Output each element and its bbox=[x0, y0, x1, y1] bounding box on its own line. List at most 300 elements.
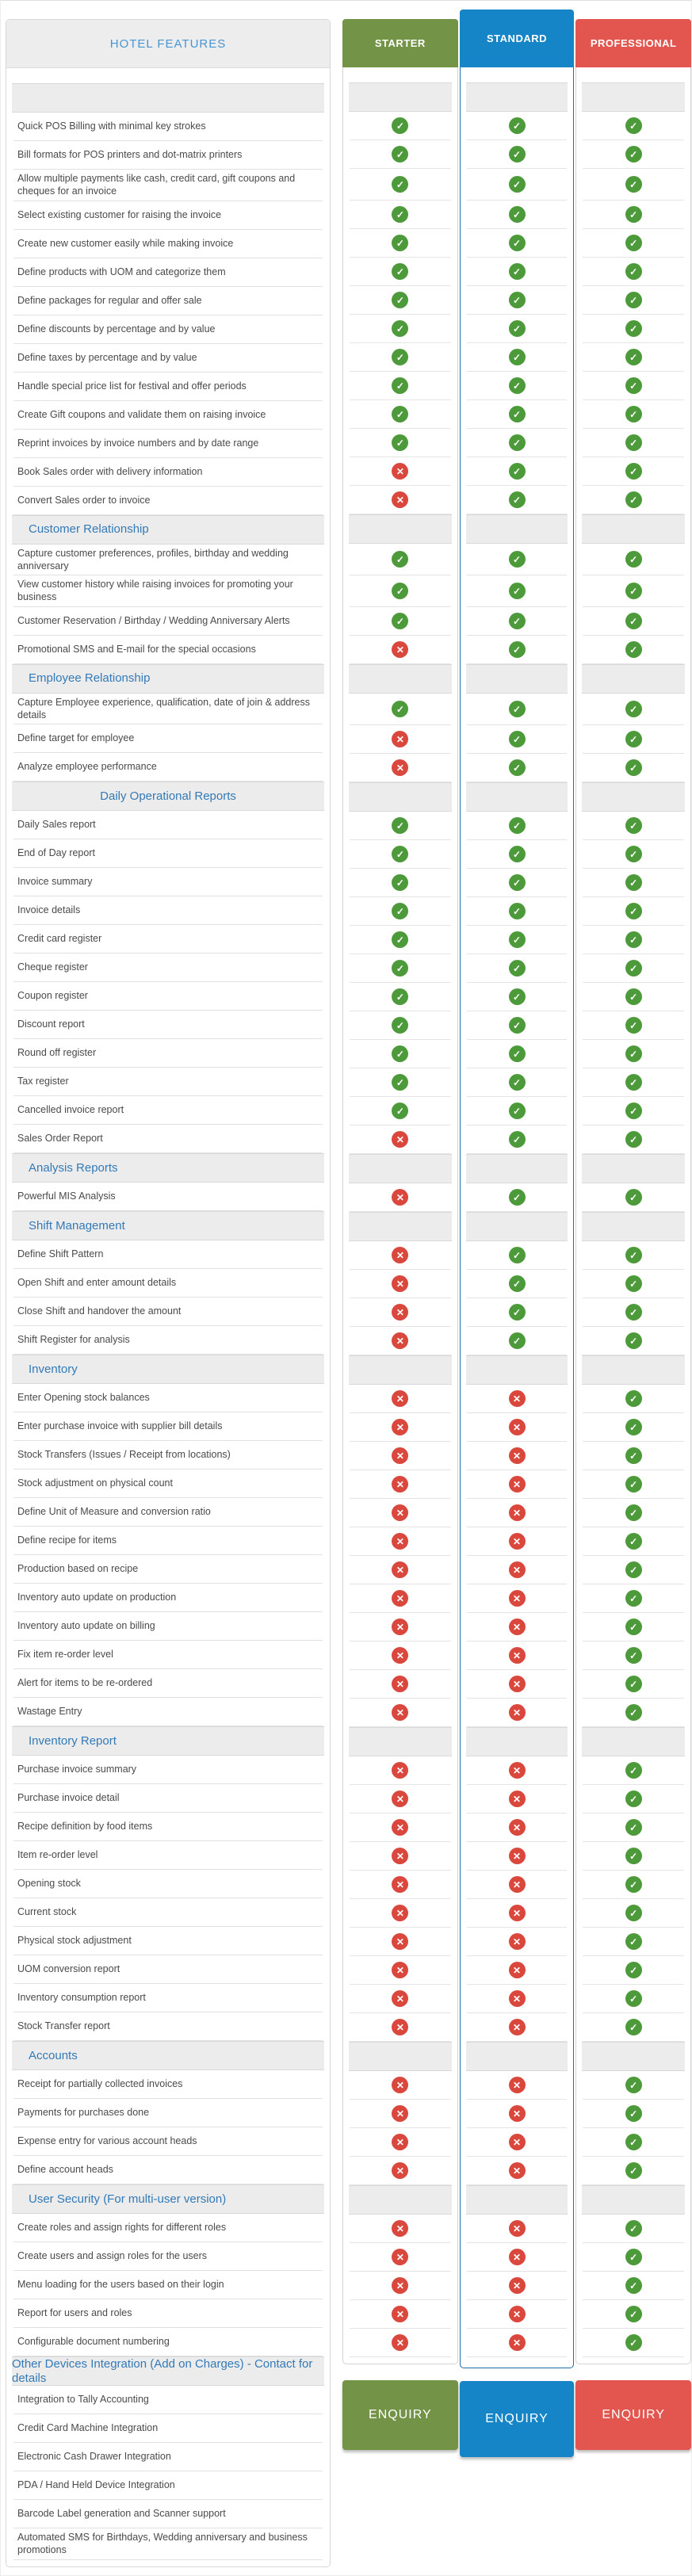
mark-row bbox=[350, 1785, 451, 1814]
mark-row bbox=[583, 897, 684, 926]
check-icon: ✓ bbox=[509, 641, 526, 658]
cross-icon: ✕ bbox=[392, 1332, 408, 1349]
tab-starter[interactable]: STARTER bbox=[342, 19, 458, 67]
feature-label-row: Purchase invoice detail bbox=[13, 1784, 323, 1813]
cross-icon: ✕ bbox=[509, 1933, 526, 1950]
feature-label-row: Opening stock bbox=[13, 1870, 323, 1898]
cross-icon: ✕ bbox=[509, 2162, 526, 2179]
mark-row bbox=[467, 1613, 568, 1642]
mark-row bbox=[350, 1613, 451, 1642]
check-icon: ✓ bbox=[625, 1419, 642, 1435]
mark-row bbox=[467, 1584, 568, 1613]
feature-label-row: Define taxes by percentage and by value bbox=[13, 344, 323, 373]
cross-icon: ✕ bbox=[509, 1533, 526, 1550]
spacer-band bbox=[349, 1212, 452, 1241]
mark-row bbox=[350, 1011, 451, 1040]
mark-row bbox=[350, 1499, 451, 1527]
enquiry-button-professional[interactable]: ENQUIRY bbox=[575, 2380, 691, 2450]
feature-label-row: View customer history while raising invoices for promoting your business bbox=[13, 575, 323, 607]
spacer-band bbox=[466, 2042, 568, 2071]
mark-row bbox=[467, 400, 568, 429]
cross-icon: ✕ bbox=[392, 2249, 408, 2265]
check-icon: ✓ bbox=[625, 146, 642, 162]
check-icon: ✓ bbox=[509, 117, 526, 134]
mark-row bbox=[350, 954, 451, 983]
cross-icon: ✕ bbox=[392, 1676, 408, 1692]
mark-row bbox=[350, 2157, 451, 2185]
check-icon: ✓ bbox=[625, 2220, 642, 2237]
mark-row bbox=[467, 1842, 568, 1871]
mark-row bbox=[467, 840, 568, 869]
cross-icon: ✕ bbox=[509, 2334, 526, 2351]
mark-row bbox=[467, 1956, 568, 1985]
spacer-band bbox=[349, 1154, 452, 1183]
plan-column-starter bbox=[342, 19, 458, 2450]
spacer-band bbox=[582, 2185, 685, 2215]
feature-label-row: Invoice details bbox=[13, 896, 323, 925]
check-icon: ✓ bbox=[509, 903, 526, 919]
feature-label-row: Convert Sales order to invoice bbox=[13, 487, 323, 515]
check-icon: ✓ bbox=[625, 1390, 642, 1407]
mark-row bbox=[467, 2272, 568, 2300]
mark-row bbox=[467, 926, 568, 954]
spacer-band bbox=[466, 1154, 568, 1183]
cross-icon: ✕ bbox=[509, 2306, 526, 2322]
mark-row bbox=[467, 983, 568, 1011]
check-icon: ✓ bbox=[509, 377, 526, 394]
check-icon: ✓ bbox=[625, 641, 642, 658]
mark-row bbox=[583, 486, 684, 514]
check-icon: ✓ bbox=[625, 1791, 642, 1807]
section-header: Employee Relationship bbox=[12, 664, 324, 694]
check-icon: ✓ bbox=[509, 434, 526, 451]
mark-row bbox=[350, 1413, 451, 1442]
check-icon: ✓ bbox=[509, 931, 526, 948]
cross-icon: ✕ bbox=[392, 1762, 408, 1779]
tab-professional[interactable]: PROFESSIONAL bbox=[575, 19, 691, 67]
spacer-band bbox=[349, 664, 452, 694]
feature-label-row: Barcode Label generation and Scanner support bbox=[13, 2500, 323, 2528]
feature-label-row: Production based on recipe bbox=[13, 1555, 323, 1584]
spacer-band bbox=[466, 2185, 568, 2215]
mark-row bbox=[583, 2157, 684, 2185]
mark-row bbox=[583, 1899, 684, 1928]
mark-row bbox=[467, 2128, 568, 2157]
feature-label-row: Enter purchase invoice with supplier bill details bbox=[13, 1412, 323, 1441]
mark-row bbox=[583, 2013, 684, 2042]
mark-row bbox=[583, 2128, 684, 2157]
check-icon: ✓ bbox=[392, 434, 408, 451]
check-icon: ✓ bbox=[392, 960, 408, 977]
feature-label-row: Sales Order Report bbox=[13, 1125, 323, 1153]
section-header: Shift Management bbox=[12, 1211, 324, 1240]
feature-label-row: Stock Transfer report bbox=[13, 2012, 323, 2041]
feature-label-row: Handle special price list for festival and offer periods bbox=[13, 373, 323, 401]
feature-label-row: Shift Register for analysis bbox=[13, 1326, 323, 1355]
check-icon: ✓ bbox=[509, 463, 526, 480]
mark-row bbox=[467, 1899, 568, 1928]
spacer-band bbox=[466, 514, 568, 544]
cross-icon: ✕ bbox=[392, 1619, 408, 1635]
mark-row bbox=[350, 1756, 451, 1785]
mark-row bbox=[583, 286, 684, 315]
mark-row bbox=[467, 1183, 568, 1212]
cross-icon: ✕ bbox=[392, 2220, 408, 2237]
feature-label-row: Inventory auto update on billing bbox=[13, 1612, 323, 1641]
mark-row bbox=[467, 1527, 568, 1556]
feature-label-row: Alert for items to be re-ordered bbox=[13, 1669, 323, 1698]
mark-row bbox=[583, 1756, 684, 1785]
cross-icon: ✕ bbox=[509, 1676, 526, 1692]
mark-row bbox=[467, 1814, 568, 1842]
feature-label-row: Report for users and roles bbox=[13, 2299, 323, 2328]
mark-row bbox=[467, 1985, 568, 2013]
mark-row bbox=[583, 2071, 684, 2100]
cross-icon: ✕ bbox=[392, 1876, 408, 1893]
mark-row bbox=[583, 1556, 684, 1584]
spacer-band bbox=[12, 83, 324, 113]
check-icon: ✓ bbox=[625, 1017, 642, 1034]
mark-row bbox=[583, 1470, 684, 1499]
spacer-band bbox=[466, 782, 568, 812]
check-icon: ✓ bbox=[625, 846, 642, 862]
mark-row bbox=[583, 1699, 684, 1727]
cross-icon: ✕ bbox=[509, 1447, 526, 1464]
mark-row bbox=[350, 1985, 451, 2013]
check-icon: ✓ bbox=[509, 1017, 526, 1034]
mark-row bbox=[583, 1011, 684, 1040]
mark-row bbox=[583, 1499, 684, 1527]
check-icon: ✓ bbox=[625, 1762, 642, 1779]
check-icon: ✓ bbox=[509, 988, 526, 1005]
mark-row bbox=[350, 725, 451, 754]
mark-row bbox=[467, 2013, 568, 2042]
mark-row bbox=[350, 2128, 451, 2157]
check-icon: ✓ bbox=[509, 817, 526, 834]
mark-row bbox=[467, 1871, 568, 1899]
check-icon: ✓ bbox=[625, 1074, 642, 1091]
check-icon: ✓ bbox=[625, 406, 642, 422]
feature-label-row: Enter Opening stock balances bbox=[13, 1384, 323, 1412]
mark-row bbox=[583, 1241, 684, 1270]
check-icon: ✓ bbox=[625, 377, 642, 394]
mark-row bbox=[467, 258, 568, 286]
cross-icon: ✕ bbox=[392, 1390, 408, 1407]
mark-row bbox=[467, 1670, 568, 1699]
check-icon: ✓ bbox=[392, 846, 408, 862]
cross-icon: ✕ bbox=[509, 1619, 526, 1635]
mark-row bbox=[583, 169, 684, 201]
mark-row bbox=[350, 812, 451, 840]
check-icon: ✓ bbox=[625, 2334, 642, 2351]
mark-row bbox=[467, 1385, 568, 1413]
mark-row bbox=[350, 457, 451, 486]
check-icon: ✓ bbox=[625, 117, 642, 134]
check-icon: ✓ bbox=[509, 320, 526, 337]
feature-label-row: Define Shift Pattern bbox=[13, 1240, 323, 1269]
cross-icon: ✕ bbox=[392, 1504, 408, 1521]
check-icon: ✓ bbox=[625, 2306, 642, 2322]
check-icon: ✓ bbox=[625, 1447, 642, 1464]
feature-label-row: Tax register bbox=[13, 1068, 323, 1096]
mark-row bbox=[350, 429, 451, 457]
feature-label-row: Recipe definition by food items bbox=[13, 1813, 323, 1841]
mark-row bbox=[350, 2215, 451, 2243]
mark-row bbox=[467, 286, 568, 315]
cross-icon: ✕ bbox=[392, 1647, 408, 1664]
cross-icon: ✕ bbox=[392, 641, 408, 658]
mark-row bbox=[467, 343, 568, 372]
tab-standard[interactable]: STANDARD bbox=[460, 10, 575, 67]
mark-row bbox=[350, 1241, 451, 1270]
feature-label-row: Promotional SMS and E-mail for the special occasions bbox=[13, 636, 323, 664]
plan-body-standard bbox=[461, 67, 574, 2368]
check-icon: ✓ bbox=[509, 235, 526, 251]
check-icon: ✓ bbox=[509, 960, 526, 977]
cross-icon: ✕ bbox=[392, 2077, 408, 2093]
mark-row bbox=[467, 1040, 568, 1068]
feature-label-row: PDA / Hand Held Device Integration bbox=[13, 2471, 323, 2500]
mark-row bbox=[583, 607, 684, 636]
check-icon: ✓ bbox=[625, 1933, 642, 1950]
mark-row bbox=[583, 1270, 684, 1298]
check-icon: ✓ bbox=[509, 176, 526, 193]
mark-row bbox=[467, 229, 568, 258]
mark-row bbox=[583, 1642, 684, 1670]
mark-row bbox=[467, 954, 568, 983]
plan-column-professional bbox=[575, 19, 691, 2450]
mark-row bbox=[350, 1699, 451, 1727]
mark-row bbox=[350, 1470, 451, 1499]
feature-label-row: Allow multiple payments like cash, credit card, gift coupons and cheques for an invoice bbox=[13, 170, 323, 201]
features-card bbox=[6, 19, 331, 2567]
cross-icon: ✕ bbox=[392, 2162, 408, 2179]
check-icon: ✓ bbox=[625, 1045, 642, 1062]
check-icon: ✓ bbox=[625, 1189, 642, 1206]
feature-label-row: Electronic Cash Drawer Integration bbox=[13, 2443, 323, 2471]
check-icon: ✓ bbox=[625, 1676, 642, 1692]
mark-row bbox=[583, 812, 684, 840]
cross-icon: ✕ bbox=[509, 1590, 526, 1607]
plan-card-professional bbox=[575, 19, 691, 2364]
cross-icon: ✕ bbox=[392, 2019, 408, 2035]
mark-row bbox=[467, 897, 568, 926]
feature-label-row: Define recipe for items bbox=[13, 1527, 323, 1555]
mark-row bbox=[350, 607, 451, 636]
check-icon: ✓ bbox=[392, 613, 408, 629]
mark-row bbox=[350, 1527, 451, 1556]
cross-icon: ✕ bbox=[392, 1419, 408, 1435]
feature-label-row: Coupon register bbox=[13, 982, 323, 1011]
mark-row bbox=[350, 1899, 451, 1928]
mark-row bbox=[467, 2071, 568, 2100]
cross-icon: ✕ bbox=[509, 1561, 526, 1578]
mark-row bbox=[350, 486, 451, 514]
mark-row bbox=[583, 1785, 684, 1814]
check-icon: ✓ bbox=[625, 583, 642, 599]
spacer-band bbox=[582, 664, 685, 694]
feature-label-row: Bill formats for POS printers and dot-matrix printers bbox=[13, 141, 323, 170]
check-icon: ✓ bbox=[625, 1962, 642, 1978]
mark-row bbox=[583, 1068, 684, 1097]
check-icon: ✓ bbox=[625, 2277, 642, 2294]
mark-row bbox=[467, 544, 568, 575]
check-icon: ✓ bbox=[625, 349, 642, 365]
check-icon: ✓ bbox=[625, 2162, 642, 2179]
check-icon: ✓ bbox=[392, 176, 408, 193]
feature-label-row: Cancelled invoice report bbox=[13, 1096, 323, 1125]
feature-label-row: Define products with UOM and categorize them bbox=[13, 258, 323, 287]
section-header: Daily Operational Reports bbox=[12, 782, 324, 811]
enquiry-button-standard[interactable]: ENQUIRY bbox=[460, 2381, 575, 2457]
check-icon: ✓ bbox=[392, 377, 408, 394]
mark-row bbox=[350, 926, 451, 954]
cross-icon: ✕ bbox=[392, 2277, 408, 2294]
enquiry-button-starter[interactable]: ENQUIRY bbox=[342, 2380, 458, 2450]
cross-icon: ✕ bbox=[509, 1647, 526, 1664]
mark-row bbox=[350, 1442, 451, 1470]
mark-row bbox=[467, 1011, 568, 1040]
mark-row bbox=[350, 840, 451, 869]
check-icon: ✓ bbox=[509, 292, 526, 308]
check-icon: ✓ bbox=[625, 235, 642, 251]
mark-row bbox=[350, 897, 451, 926]
mark-row bbox=[583, 1814, 684, 1842]
mark-row bbox=[583, 1097, 684, 1126]
cross-icon: ✕ bbox=[392, 1819, 408, 1836]
check-icon: ✓ bbox=[625, 1848, 642, 1864]
mark-row bbox=[350, 1584, 451, 1613]
spacer-band bbox=[582, 1355, 685, 1385]
mark-row bbox=[583, 636, 684, 664]
check-icon: ✓ bbox=[625, 2134, 642, 2150]
section-header: Inventory Report bbox=[12, 1726, 324, 1756]
check-icon: ✓ bbox=[509, 263, 526, 280]
check-icon: ✓ bbox=[392, 701, 408, 717]
mark-row bbox=[467, 1785, 568, 1814]
cross-icon: ✕ bbox=[392, 1131, 408, 1148]
check-icon: ✓ bbox=[625, 931, 642, 948]
check-icon: ✓ bbox=[625, 2105, 642, 2122]
cross-icon: ✕ bbox=[392, 2134, 408, 2150]
mark-row bbox=[350, 754, 451, 782]
check-icon: ✓ bbox=[392, 235, 408, 251]
feature-label-row: Define account heads bbox=[13, 2156, 323, 2184]
check-icon: ✓ bbox=[392, 1103, 408, 1119]
check-icon: ✓ bbox=[625, 759, 642, 776]
cross-icon: ✕ bbox=[509, 1791, 526, 1807]
feature-label-row: Stock Transfers (Issues / Receipt from locations) bbox=[13, 1441, 323, 1470]
feature-label-row: Reprint invoices by invoice numbers and by date range bbox=[13, 430, 323, 458]
spacer-band bbox=[349, 1727, 452, 1756]
feature-label-row: Cheque register bbox=[13, 954, 323, 982]
mark-row bbox=[583, 983, 684, 1011]
check-icon: ✓ bbox=[625, 206, 642, 223]
mark-row bbox=[583, 457, 684, 486]
check-icon: ✓ bbox=[625, 1905, 642, 1921]
check-icon: ✓ bbox=[509, 406, 526, 422]
mark-row bbox=[583, 544, 684, 575]
check-icon: ✓ bbox=[392, 406, 408, 422]
feature-label-row: Create roles and assign rights for different roles bbox=[13, 2214, 323, 2242]
mark-row bbox=[350, 1871, 451, 1899]
check-icon: ✓ bbox=[392, 1074, 408, 1091]
check-icon: ✓ bbox=[625, 1504, 642, 1521]
mark-row bbox=[583, 954, 684, 983]
mark-row bbox=[467, 812, 568, 840]
check-icon: ✓ bbox=[509, 701, 526, 717]
mark-row bbox=[583, 1985, 684, 2013]
check-icon: ✓ bbox=[509, 731, 526, 747]
check-icon: ✓ bbox=[509, 1275, 526, 1292]
feature-label-row: Current stock bbox=[13, 1898, 323, 1927]
mark-row bbox=[583, 201, 684, 229]
feature-label-row: Round off register bbox=[13, 1039, 323, 1068]
check-icon: ✓ bbox=[625, 701, 642, 717]
check-icon: ✓ bbox=[509, 491, 526, 508]
cross-icon: ✕ bbox=[509, 2077, 526, 2093]
check-icon: ✓ bbox=[392, 206, 408, 223]
check-icon: ✓ bbox=[625, 1247, 642, 1263]
cross-icon: ✕ bbox=[392, 1189, 408, 1206]
check-icon: ✓ bbox=[625, 320, 642, 337]
mark-row bbox=[467, 315, 568, 343]
cross-icon: ✕ bbox=[392, 1476, 408, 1492]
mark-row bbox=[467, 201, 568, 229]
mark-row bbox=[583, 258, 684, 286]
feature-label-row: Credit card register bbox=[13, 925, 323, 954]
spacer-band bbox=[466, 1727, 568, 1756]
feature-label-row: Stock adjustment on physical count bbox=[13, 1470, 323, 1498]
feature-label-row: Credit Card Machine Integration bbox=[13, 2414, 323, 2443]
check-icon: ✓ bbox=[509, 1074, 526, 1091]
check-icon: ✓ bbox=[625, 292, 642, 308]
mark-row bbox=[583, 372, 684, 400]
mark-row bbox=[583, 2272, 684, 2300]
spacer-band bbox=[582, 82, 685, 112]
mark-row bbox=[350, 2071, 451, 2100]
mark-row bbox=[350, 636, 451, 664]
mark-row bbox=[350, 1068, 451, 1097]
mark-row bbox=[350, 869, 451, 897]
mark-row bbox=[583, 315, 684, 343]
mark-row bbox=[350, 1298, 451, 1327]
mark-row bbox=[467, 1699, 568, 1727]
spacer-band bbox=[582, 782, 685, 812]
mark-row bbox=[583, 869, 684, 897]
section-header: User Security (For multi-user version) bbox=[12, 2184, 324, 2214]
cross-icon: ✕ bbox=[392, 1848, 408, 1864]
section-header: Customer Relationship bbox=[12, 515, 324, 545]
mark-row bbox=[467, 486, 568, 514]
mark-row bbox=[583, 1670, 684, 1699]
check-icon: ✓ bbox=[392, 263, 408, 280]
cross-icon: ✕ bbox=[509, 1848, 526, 1864]
cross-icon: ✕ bbox=[392, 1561, 408, 1578]
plan-card-starter bbox=[342, 19, 458, 2364]
check-icon: ✓ bbox=[625, 1619, 642, 1635]
mark-row bbox=[350, 575, 451, 607]
feature-label-row: Inventory auto update on production bbox=[13, 1584, 323, 1612]
feature-label-row: Receipt for partially collected invoices bbox=[13, 2070, 323, 2099]
spacer-band bbox=[582, 1727, 685, 1756]
mark-row bbox=[467, 1126, 568, 1154]
feature-label-row: Physical stock adjustment bbox=[13, 1927, 323, 1955]
mark-row bbox=[583, 575, 684, 607]
feature-label-row: Powerful MIS Analysis bbox=[13, 1183, 323, 1211]
feature-label-row: Analyze employee performance bbox=[13, 753, 323, 782]
mark-row bbox=[350, 694, 451, 725]
